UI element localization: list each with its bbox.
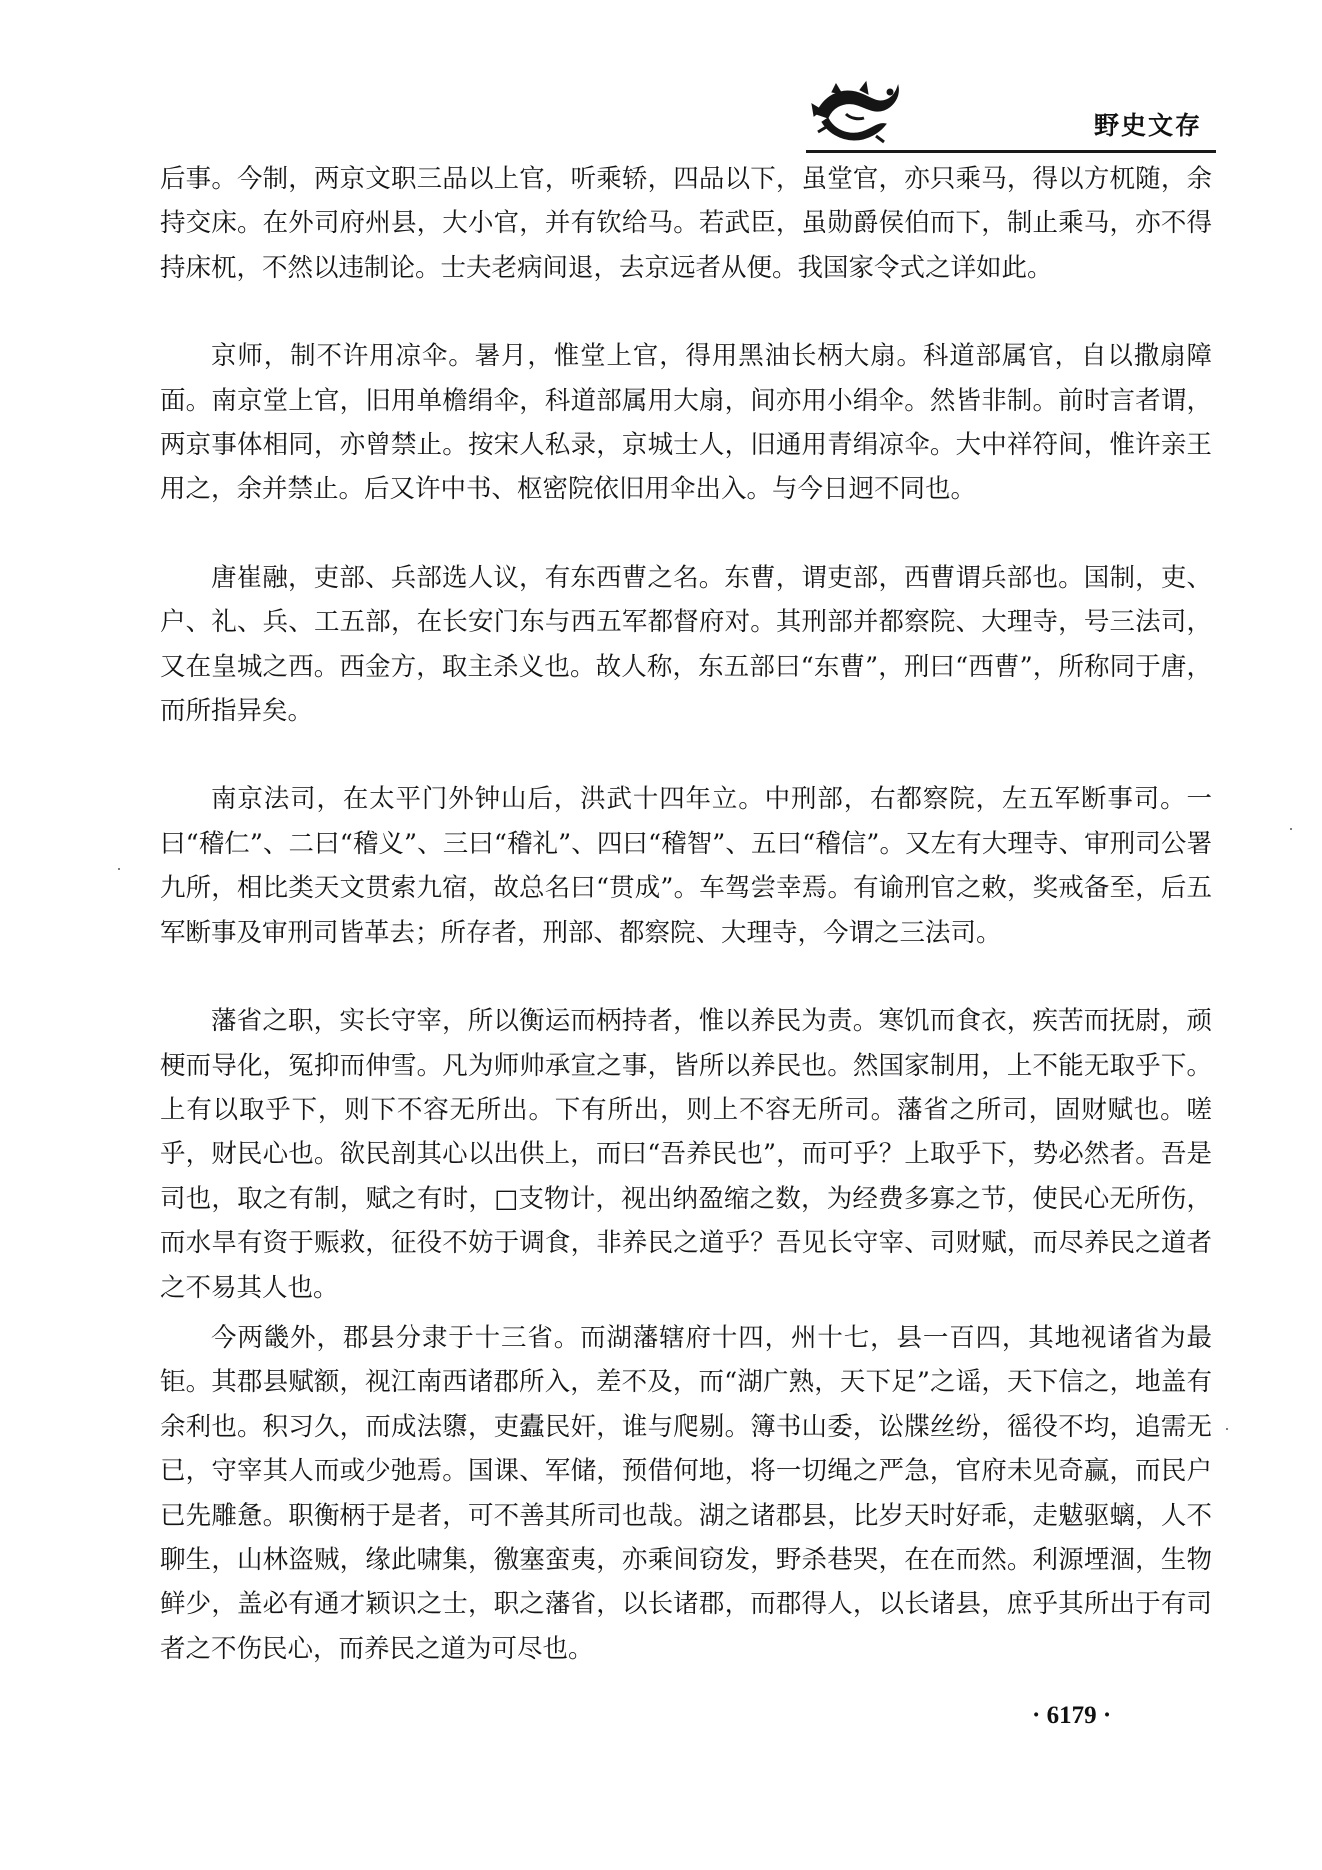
page-body: [160, 157, 1212, 1671]
running-header: [806, 70, 1216, 154]
paragraph-4: 南京法司，在太平门外钟山后，洪武十四年立。中刑部，右都察院，左五军断事司。一曰“稽仁”、二曰“稽义”、三曰“稽礼”、四曰“稽智”、五曰“稽信”。又左有大理寺、审刑司公署九所，相比类天文贯索九宿，故总名曰“贯成”。车驾尝幸焉。有谕刑官之敕，奖戒备至，后五军断事及审刑司皆革去；所存者，刑部、都察院、大理寺，今谓之三法司。: [160, 784, 1212, 948]
series-title: 野史文存: [1093, 111, 1202, 140]
page-number: · 6179 ·: [1032, 1702, 1112, 1729]
paragraph-2: 京师，制不许用凉伞。暑月，惟堂上官，得用黑油长柄大扇。科道部属官，自以撒扇障面。南京堂上官，旧用单檐绢伞，科道部属用大扇，间亦用小绢伞。然皆非制。前时言者谓，两京事体相同，亦曾禁止。按宋人私录，京城士人，旧通用青绢凉伞。大中祥符间，惟许亲王用之，余并禁止。后又许中书、枢密院依旧用伞出入。与今日迥不同也。: [160, 341, 1212, 505]
scan-speck: [1290, 828, 1292, 830]
paragraph-6: 今两畿外，郡县分隶于十三省。而湖藩辖府十四，州十七，县一百四，其地视诸省为最钜。其郡县赋额，视江南西诸郡所入，差不及，而“湖广熟，天下足”之谣，天下信之，地盖有余利也。积习久，而成法隳，吏蠹民奸，谁与爬剔。簿书山委，讼牒丝纷，徭役不均，追需无已，守宰其人而或少弛焉。国课、军储，预借何地，将一切绳之严急，官府未见奇赢，而民户已先雕惫。职衡柄于是者，可不善其所司也哉。湖之诸郡县，比岁天时好乖，走魃驱螭，人不聊生，山林盗贼，缘此啸集，徼塞蛮夷，亦乘间窃发，野杀巷哭，在在而然。利源堙涸，生物鲜少，盖必有通才颖识之士，职之藩省，以长诸郡，而郡得人，以长诸县，庶乎其所出于有司者之不伤民心，而养民之道为可尽也。: [160, 1322, 1212, 1664]
header-rule: [806, 150, 1216, 153]
scan-speck: [1226, 1428, 1228, 1430]
dragon-emblem-icon: [806, 74, 902, 144]
paragraph-5: 藩省之职，实长守宰，所以衡运而柄持者，惟以养民为责。寒饥而食衣，疾苦而抚尉，顽梗而导化，冤抑而伸雪。凡为师帅承宣之事，皆所以养民也。然国家制用，上不能无取乎下。上有以取乎下，则下不容无所出。下有所出，则上不容无所司。藩省之所司，固财赋也。嗟乎，财民心也。欲民剖其心以出供上，而曰“吾养民也”，而可乎？上取乎下，势必然者。吾是司也，取之有制，赋之有时，□支物计，视出纳盈缩之数，为经费多寡之节，使民心无所伤，而水旱有资于赈救，征役不妨于调食，非养民之道乎？吾见长守宰、司财赋，而尽养民之道者之不易其人也。: [160, 1006, 1212, 1303]
paragraph-3: 唐崔融，吏部、兵部选人议，有东西曹之名。东曹，谓吏部，西曹谓兵部也。国制，吏、户、礼、兵、工五部，在长安门东与西五军都督府对。其刑部并都察院、大理寺，号三法司，又在皇城之西。西金方，取主杀义也。故人称，东五部曰“东曹”，刑曰“西曹”，所称同于唐，而所指异矣。: [160, 562, 1212, 727]
paragraph-1: 后事。今制，两京文职三品以上官，听乘轿，四品以下，虽堂官，亦只乘马，得以方杌随，余持交床。在外司府州县，大小官，并有钦给马。若武臣，虽勋爵侯伯而下，制止乘马，亦不得持床杌，不然以违制论。士夫老病间退，去京远者从便。我国家令式之详如此。: [160, 164, 1212, 283]
scan-speck: [118, 868, 120, 870]
